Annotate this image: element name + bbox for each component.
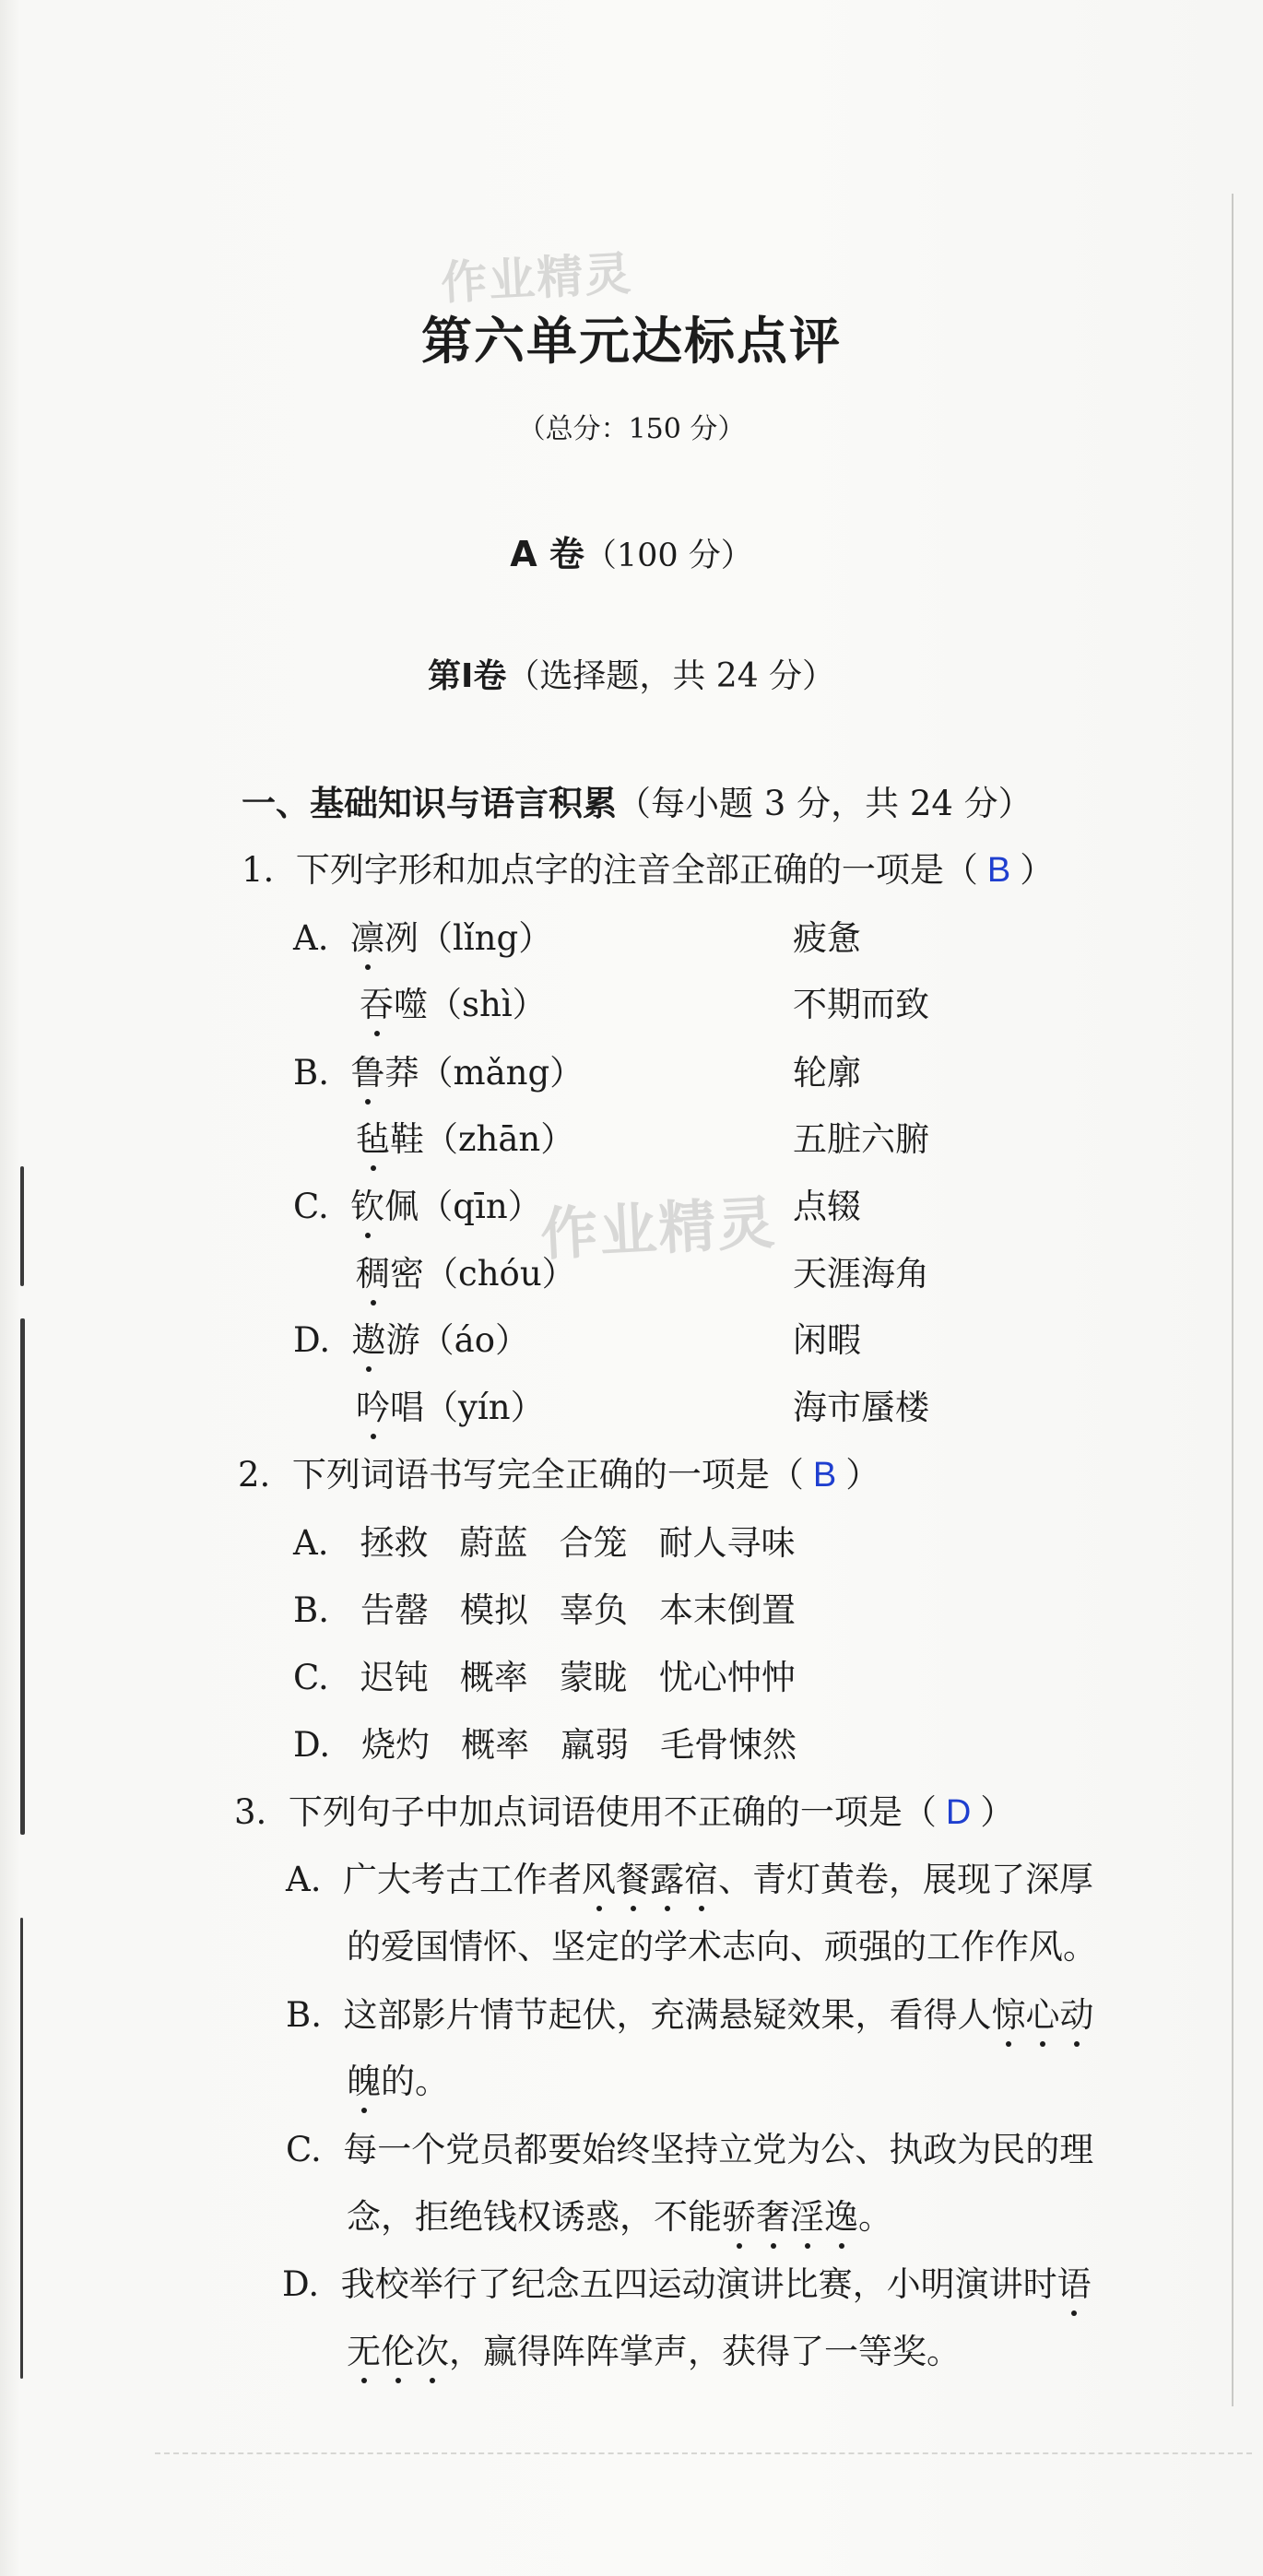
q1-option-d-word: 海市蜃楼 bbox=[793, 1388, 929, 1427]
option-letter: A. bbox=[293, 1523, 329, 1563]
q3-option-c-line-1 bbox=[286, 2128, 1093, 2172]
option-word: 蒙眬 bbox=[559, 1658, 628, 1697]
option-letter: A. bbox=[293, 918, 329, 958]
option-word: 烧灼 bbox=[361, 1725, 431, 1765]
question-text: 下列词语书写完全正确的一项是（ bbox=[291, 1455, 804, 1495]
part-1-heading bbox=[0, 650, 1263, 697]
emphasis-char: 淫 bbox=[790, 2195, 824, 2239]
emphasis-char: 语 bbox=[1057, 2263, 1092, 2307]
option-word-pinyin: 鲁莽（mǎng） bbox=[350, 1053, 584, 1093]
q1-option-d-word: 闲暇 bbox=[793, 1320, 861, 1360]
emphasis-char: 鲁 bbox=[350, 1051, 384, 1095]
emphasis-char: 露 bbox=[650, 1858, 684, 1902]
emphasis-char: 骄 bbox=[722, 2195, 756, 2239]
q1-option-c-word: 点辍 bbox=[793, 1187, 861, 1226]
option-word: 忧心忡忡 bbox=[658, 1658, 796, 1697]
option-letter: B. bbox=[293, 1053, 329, 1093]
emphasis-char: 惊 bbox=[991, 1993, 1025, 2038]
watermark-logo: 作业精灵 bbox=[439, 246, 634, 311]
dotted-phrase bbox=[347, 2332, 449, 2371]
q3-option-b-line-2 bbox=[347, 2060, 449, 2104]
emphasis-char: 宿 bbox=[684, 1858, 718, 1902]
scan-edge-mark bbox=[20, 1318, 25, 1835]
emphasis-char: 心 bbox=[1025, 1993, 1059, 2038]
question-text: 下列句子中加点词语使用不正确的一项是（ bbox=[288, 1792, 937, 1832]
page-bottom-divider bbox=[155, 2452, 1252, 2454]
emphasis-char: 毡 bbox=[356, 1117, 390, 1162]
q3-option-b-line-1 bbox=[286, 1993, 1093, 2038]
question-3-stem bbox=[234, 1790, 1014, 1835]
q1-option-b-row-2: 毡鞋（zhān） bbox=[356, 1117, 574, 1162]
q3-option-c-line-2 bbox=[347, 2195, 892, 2239]
q1-option-b-word: 轮廓 bbox=[793, 1053, 861, 1093]
dotted-phrase bbox=[722, 2197, 858, 2237]
sentence-text: 。 bbox=[858, 2197, 892, 2237]
sentence-text: 广大考古工作者 bbox=[343, 1860, 583, 1899]
option-letter: C. bbox=[293, 1658, 329, 1697]
part-a-label: A 卷 bbox=[510, 534, 584, 574]
option-word: 拯救 bbox=[360, 1523, 429, 1563]
option-letter: C. bbox=[286, 2130, 322, 2169]
q3-option-d-line-1 bbox=[282, 2263, 1092, 2307]
option-letter: D. bbox=[282, 2264, 320, 2304]
q1-option-a-word: 不期而致 bbox=[793, 985, 929, 1024]
emphasis-char: 奢 bbox=[756, 2195, 790, 2239]
emphasis-char: 遨 bbox=[352, 1318, 386, 1363]
page-title: 第六单元达标点评 bbox=[420, 312, 842, 371]
section-1-heading bbox=[242, 782, 1033, 826]
sentence-text: 、青灯黄卷，展现了深厚 bbox=[718, 1860, 1094, 1899]
q1-option-b-word: 五脏六腑 bbox=[793, 1119, 929, 1159]
q1-option-b-row-1 bbox=[293, 1051, 584, 1095]
emphasis-char: 无 bbox=[347, 2330, 381, 2374]
emphasis-char: 逸 bbox=[824, 2195, 858, 2239]
q3-option-a-line-1 bbox=[286, 1858, 1093, 1902]
option-word: 告罄 bbox=[360, 1590, 429, 1630]
watermark-logo: 作业精灵 bbox=[538, 1188, 779, 1269]
emphasis-char: 餐 bbox=[616, 1858, 650, 1902]
q1-option-d-row-2: 吟唱（yín） bbox=[356, 1386, 545, 1430]
emphasis-char: 钦 bbox=[350, 1185, 384, 1229]
option-word: 合笼 bbox=[559, 1523, 628, 1563]
section-1-label: 一、基础知识与语言积累 bbox=[242, 784, 617, 823]
answer-mark: D bbox=[945, 1793, 972, 1832]
question-2-stem bbox=[238, 1453, 879, 1497]
question-number: 2. bbox=[238, 1455, 271, 1495]
emphasis-char: 吟 bbox=[356, 1386, 390, 1430]
option-word-pinyin: 遨游（áo） bbox=[352, 1320, 529, 1360]
sentence-text: 的。 bbox=[381, 2062, 449, 2101]
sentence-text: ，赢得阵阵掌声，获得了一等奖。 bbox=[449, 2332, 961, 2371]
sentence-text: 每一个党员都要始终坚持立党为公、执政为民的理 bbox=[343, 2130, 1094, 2169]
emphasis-char: 稠 bbox=[356, 1252, 390, 1296]
dotted-phrase bbox=[582, 1860, 718, 1899]
emphasis-char: 凛 bbox=[350, 916, 384, 961]
sentence-text: 我校举行了纪念五四运动演讲比赛，小明演讲时 bbox=[340, 2264, 1057, 2304]
emphasis-char: 魄 bbox=[347, 2060, 381, 2104]
option-word: 辜负 bbox=[559, 1590, 628, 1630]
dotted-phrase bbox=[347, 2062, 381, 2101]
q1-option-c-word: 天涯海角 bbox=[793, 1254, 929, 1294]
sentence-text: 念，拒绝钱权诱惑，不能 bbox=[347, 2197, 722, 2237]
q2-option-b bbox=[293, 1589, 827, 1633]
option-word-pinyin: 钦佩（qīn） bbox=[350, 1187, 541, 1226]
option-word: 耐人寻味 bbox=[658, 1523, 796, 1563]
total-score: （总分：150 分） bbox=[517, 413, 746, 445]
q1-option-d-row-1 bbox=[293, 1318, 529, 1363]
emphasis-char: 伦 bbox=[381, 2330, 415, 2374]
scan-edge-mark bbox=[20, 1166, 24, 1286]
q3-option-d-line-2 bbox=[347, 2330, 961, 2374]
dotted-phrase bbox=[991, 1995, 1093, 2035]
option-word: 本末倒置 bbox=[658, 1590, 796, 1630]
q1-option-c-row-2: 稠密（chóu） bbox=[356, 1252, 576, 1296]
question-text: ） bbox=[845, 1455, 880, 1495]
question-1-stem bbox=[242, 848, 1054, 892]
answer-mark: B bbox=[986, 851, 1011, 890]
option-letter: A. bbox=[286, 1860, 322, 1899]
q2-option-a bbox=[293, 1521, 826, 1566]
option-word: 蔚蓝 bbox=[459, 1523, 528, 1563]
q1-option-a-row-2: 吞噬（shì） bbox=[360, 983, 547, 1027]
option-word: 概率 bbox=[461, 1725, 530, 1765]
question-text: ） bbox=[980, 1792, 1015, 1832]
emphasis-char: 吞 bbox=[360, 983, 394, 1027]
option-word: 模拟 bbox=[459, 1590, 528, 1630]
option-letter: C. bbox=[293, 1187, 329, 1226]
answer-mark: B bbox=[812, 1456, 837, 1495]
q1-option-a-word: 疲惫 bbox=[793, 918, 861, 958]
question-number: 3. bbox=[234, 1792, 267, 1832]
option-word: 毛骨悚然 bbox=[660, 1725, 797, 1765]
sentence-text: 这部影片情节起伏，充满悬疑效果，看得人 bbox=[343, 1995, 992, 2035]
q2-option-d bbox=[293, 1723, 828, 1767]
option-word: 概率 bbox=[459, 1658, 528, 1697]
part-a-heading bbox=[0, 526, 1263, 576]
q1-option-c-row-1 bbox=[293, 1185, 542, 1229]
section-1-detail: （每小题 3 分，共 24 分） bbox=[617, 784, 1033, 823]
option-word: 迟钝 bbox=[360, 1658, 429, 1697]
q1-option-a-row-1 bbox=[293, 916, 552, 961]
option-word-pinyin: 凛冽（lǐng） bbox=[350, 918, 552, 958]
question-text: 下列字形和加点字的注音全部正确的一项是（ bbox=[295, 850, 978, 890]
scan-edge-mark bbox=[20, 1918, 23, 2379]
part-1-detail: （选择题，共 24 分） bbox=[506, 657, 836, 695]
option-letter: D. bbox=[293, 1320, 331, 1360]
option-word: 羸弱 bbox=[561, 1725, 630, 1765]
option-letter: D. bbox=[293, 1725, 331, 1765]
q2-option-c bbox=[293, 1656, 827, 1700]
option-letter: B. bbox=[286, 1995, 322, 2035]
dotted-phrase bbox=[1057, 2264, 1092, 2304]
question-text: ） bbox=[1020, 850, 1055, 890]
q3-option-a-line-2: 的爱国情怀、坚定的学术志向、顽强的工作作风。 bbox=[347, 1927, 1097, 1967]
part-1-label: 第Ⅰ卷 bbox=[427, 657, 507, 695]
emphasis-char: 动 bbox=[1059, 1993, 1093, 2038]
emphasis-char: 次 bbox=[415, 2330, 449, 2374]
emphasis-char: 风 bbox=[582, 1858, 616, 1902]
question-number: 1. bbox=[242, 850, 275, 890]
part-a-score: （100 分） bbox=[584, 538, 753, 574]
option-letter: B. bbox=[293, 1590, 329, 1630]
